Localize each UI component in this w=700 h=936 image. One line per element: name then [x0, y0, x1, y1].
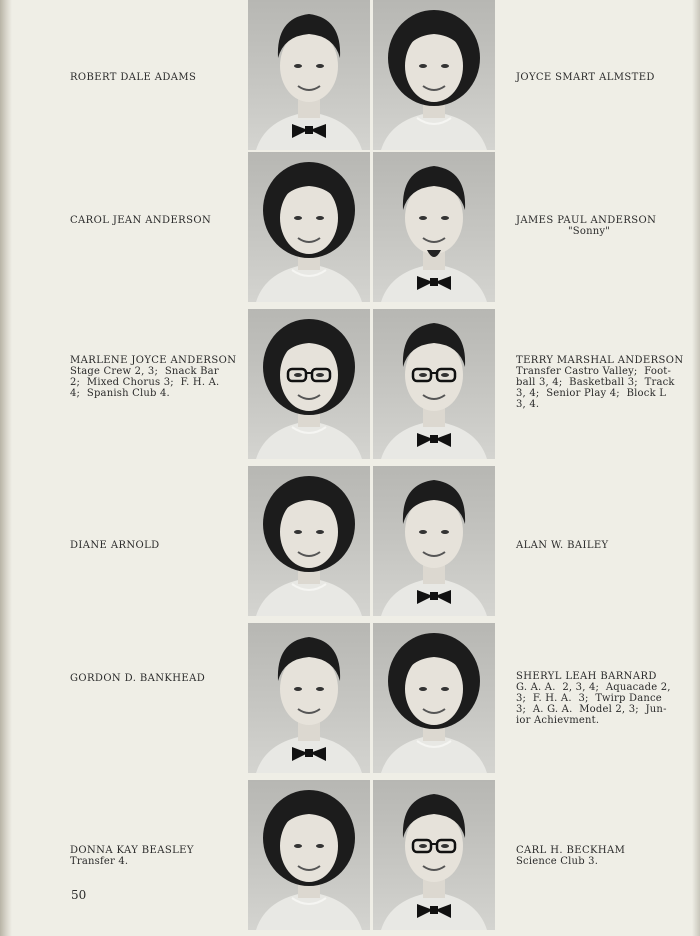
student-entry [70, 540, 160, 551]
page-edge [692, 0, 700, 936]
student-portrait [248, 780, 370, 930]
student-portrait [373, 466, 495, 616]
student-activities: G. A. A. 2, 3, 4; Aquacade 2, 3; F. H. A. 3; Twirp Dance 3; A. G. A. Model 2, 3; Jun- ior Achievment. [516, 682, 671, 726]
student-name: SHERYL LEAH BARNARD [516, 671, 657, 682]
student-name: CAROL JEAN ANDERSON [70, 215, 212, 226]
student-portrait [248, 0, 370, 150]
student-entry [70, 72, 196, 83]
student-entry [516, 671, 671, 726]
student-entry [516, 540, 609, 551]
student-portrait [373, 0, 495, 150]
page-spine [0, 0, 12, 936]
student-entry [516, 215, 656, 237]
student-name: DONNA KAY BEASLEY [70, 845, 194, 856]
student-name: GORDON D. BANKHEAD [70, 673, 206, 684]
student-entry [516, 72, 655, 83]
student-activities: Transfer Castro Valley; Foot- ball 3, 4; Basketball 3; Track 3, 4; Senior Play 4; Block L 3, 4. [516, 366, 675, 410]
student-entry [70, 673, 205, 684]
student-name: DIANE ARNOLD [70, 540, 160, 551]
student-entry [516, 845, 625, 867]
student-portrait [248, 309, 370, 459]
student-name: MARLENE JOYCE ANDERSON [70, 355, 237, 366]
student-entry [70, 355, 236, 399]
student-portrait [373, 623, 495, 773]
student-portrait [248, 466, 370, 616]
student-portrait [373, 780, 495, 930]
student-portrait [373, 152, 495, 302]
student-activities: Transfer 4. [70, 856, 129, 867]
student-activities: Science Club 3. [516, 856, 599, 867]
student-activities: Stage Crew 2, 3; Snack Bar 2; Mixed Chorus 3; F. H. A. 4; Spanish Club 4. [70, 366, 220, 399]
student-entry [70, 845, 194, 867]
student-portrait [248, 152, 370, 302]
student-activities: "Sonny" [568, 226, 611, 237]
student-name: TERRY MARSHAL ANDERSON [516, 355, 684, 366]
page-number: 50 [71, 888, 87, 902]
student-portrait [248, 623, 370, 773]
student-name: ROBERT DALE ADAMS [70, 72, 197, 83]
student-name: ALAN W. BAILEY [516, 540, 609, 551]
student-portrait [373, 309, 495, 459]
student-entry [516, 355, 684, 410]
student-name: JOYCE SMART ALMSTED [516, 72, 655, 83]
student-name: JAMES PAUL ANDERSON [516, 215, 657, 226]
student-entry [70, 215, 211, 226]
student-name: CARL H. BECKHAM [516, 845, 626, 856]
